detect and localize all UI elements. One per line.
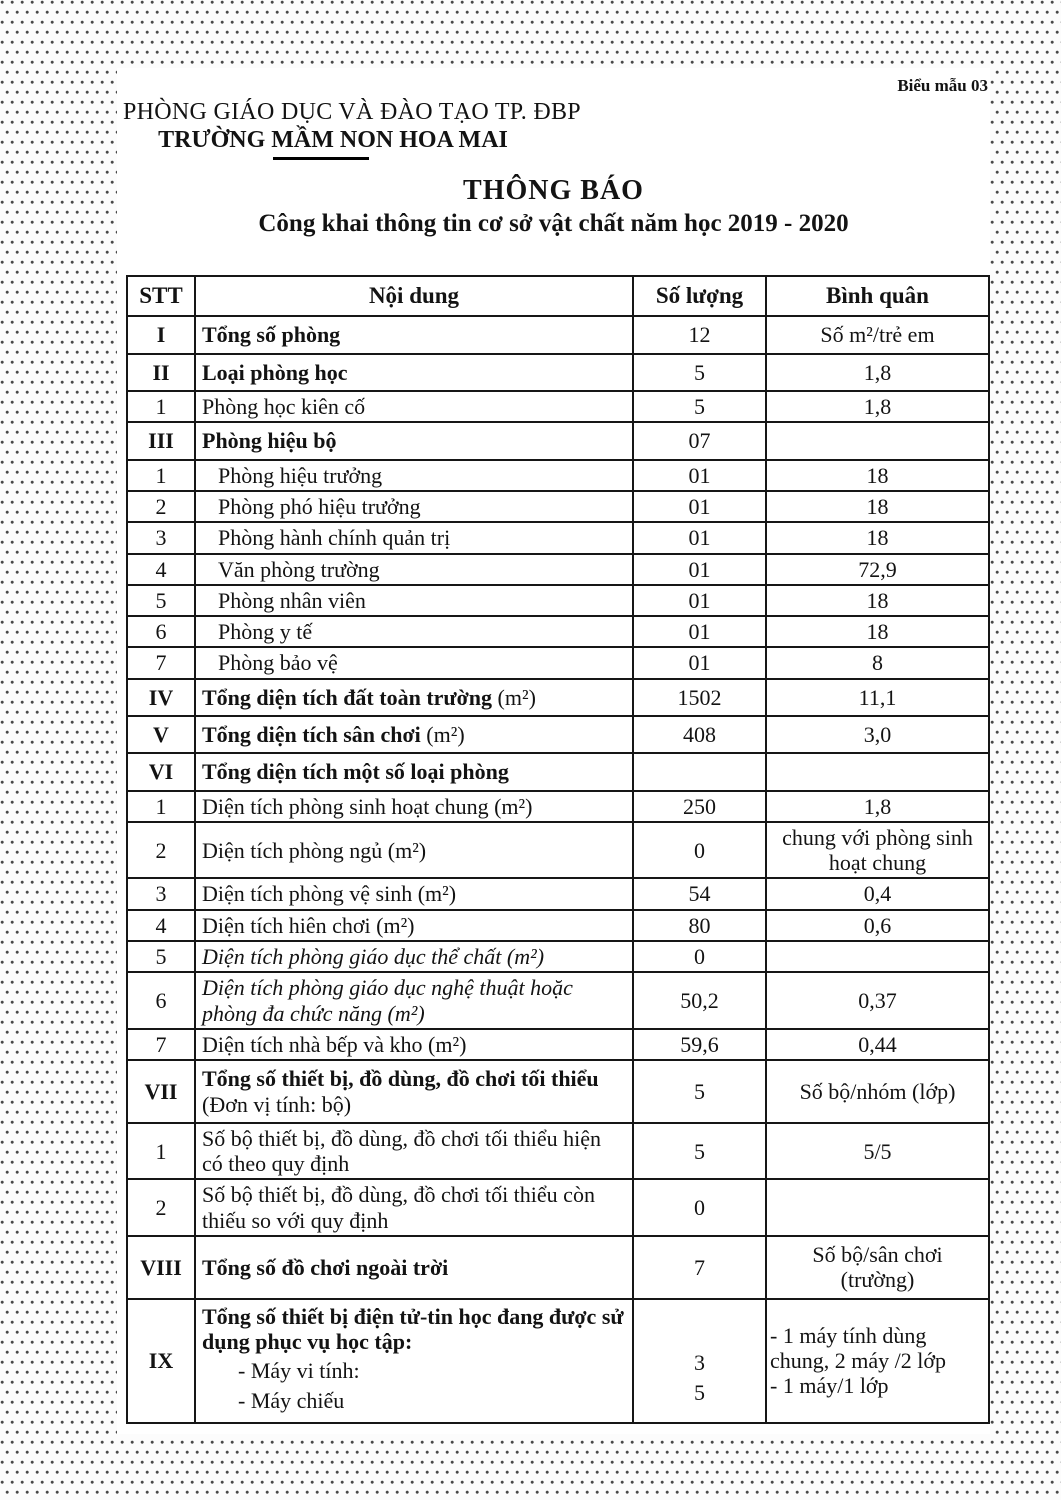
stt-cell: 1	[127, 791, 195, 822]
stt-cell: 1	[127, 460, 195, 491]
average-value: 18	[866, 619, 889, 645]
average-cell	[766, 791, 989, 822]
stt-cell: 6	[127, 616, 195, 647]
stt-cell: 3	[127, 878, 195, 909]
table-row	[127, 460, 989, 491]
content-cell	[195, 585, 633, 616]
stt-cell: V	[127, 716, 195, 753]
content-cell	[195, 391, 633, 422]
average-value: 3,0	[863, 722, 892, 747]
stt-cell: 2	[127, 491, 195, 522]
content-cell	[195, 1029, 633, 1060]
average-cell	[766, 822, 989, 879]
stt-cell: II	[127, 354, 195, 391]
quantity-value: 5	[694, 1078, 705, 1104]
quantity-cell	[633, 972, 766, 1029]
table-row	[127, 878, 989, 909]
content-cell	[195, 1236, 633, 1299]
stt-cell: 7	[127, 647, 195, 678]
content-text: Diện tích phòng ngủ (m²)	[202, 837, 427, 863]
stt-cell: 6	[127, 972, 195, 1029]
stt-cell: 3	[127, 522, 195, 553]
content-cell	[195, 716, 633, 753]
quantity-cell	[633, 1060, 766, 1123]
document-page	[117, 68, 990, 1434]
content-text: Tổng diện tích sân chơi	[202, 722, 421, 747]
average-cell	[766, 972, 989, 1029]
average-cell	[766, 522, 989, 553]
stt-cell: IV	[127, 679, 195, 716]
quantity-value: 54	[688, 881, 711, 907]
table-header-row	[127, 276, 989, 316]
average-cell	[766, 716, 989, 753]
average-cell	[766, 1029, 989, 1060]
content-text: Diện tích nhà bếp và kho (m²)	[202, 1031, 467, 1057]
stt-cell: VII	[127, 1060, 195, 1123]
average-value: 18	[866, 462, 889, 488]
content-text: Tổng số phòng	[202, 322, 341, 348]
quantity-value: 0	[694, 1195, 705, 1221]
content-text: Tổng số thiết bị, đồ dùng, đồ chơi tối thiểu	[202, 1066, 599, 1092]
table-row	[127, 1060, 989, 1123]
quantity-cell	[633, 616, 766, 647]
content-cell	[195, 822, 633, 879]
quantity-value: 01	[688, 525, 711, 551]
facilities-table	[126, 275, 990, 1424]
table-row	[127, 716, 989, 753]
table-row	[127, 910, 989, 941]
average-cell	[766, 1123, 989, 1180]
quantity-value: 01	[688, 462, 711, 488]
content-cell	[195, 941, 633, 972]
stt-cell: 2	[127, 822, 195, 879]
content-text: Phòng hiệu trưởng	[218, 462, 383, 488]
quantity-value: 01	[688, 556, 711, 582]
stt-cell: IX	[127, 1299, 195, 1423]
content-text: Tổng diện tích đất toàn trường	[202, 684, 493, 710]
stt-cell: 1	[127, 1123, 195, 1180]
content-cell	[195, 554, 633, 585]
content-text: (Đơn vị tính: bộ)	[202, 1091, 352, 1117]
table-row	[127, 554, 989, 585]
average-cell	[766, 878, 989, 909]
quantity-value: 5	[694, 1379, 705, 1405]
table-row	[127, 822, 989, 879]
quantity-cell	[633, 878, 766, 909]
column-header-stt: STT	[127, 276, 195, 316]
quantity-cell	[633, 753, 766, 790]
table-row	[127, 1123, 989, 1180]
average-cell	[766, 554, 989, 585]
table-row	[127, 522, 989, 553]
quantity-value: 7	[694, 1254, 705, 1280]
content-cell	[195, 354, 633, 391]
table-row	[127, 972, 989, 1029]
average-cell	[766, 391, 989, 422]
table-row	[127, 1236, 989, 1299]
table-row	[127, 354, 989, 391]
content-cell	[195, 1123, 633, 1180]
quantity-value: 01	[688, 587, 711, 613]
average-value: 72,9	[858, 556, 897, 582]
form-number-label: Biểu mẫu 03	[897, 76, 988, 95]
quantity-value: 80	[688, 912, 711, 938]
content-text: Phòng nhân viên	[218, 587, 366, 613]
content-cell	[195, 972, 633, 1029]
school-name: TRƯỜNG MẦM NON HOA MAI	[158, 127, 508, 153]
content-cell	[195, 316, 633, 353]
quantity-cell	[633, 354, 766, 391]
content-text: Diện tích phòng sinh hoạt chung (m²)	[202, 793, 533, 819]
quantity-cell	[633, 1299, 766, 1423]
stt-cell: 2	[127, 1179, 195, 1236]
school-name-underline	[273, 157, 369, 160]
table-row	[127, 679, 989, 716]
notice-subtitle: Công khai thông tin cơ sở vật chất năm học 2019 - 2020	[258, 210, 849, 237]
quantity-value: 5	[694, 394, 705, 420]
content-cell	[195, 753, 633, 790]
average-cell	[766, 647, 989, 678]
agency-name: PHÒNG GIÁO DỤC VÀ ĐÀO TẠO TP. ĐBP	[123, 99, 581, 125]
average-cell	[766, 354, 989, 391]
average-cell	[766, 941, 989, 972]
content-cell	[195, 522, 633, 553]
quantity-value: 01	[688, 650, 711, 676]
quantity-cell	[633, 522, 766, 553]
stt-cell: III	[127, 422, 195, 459]
column-header-content: Nội dung	[195, 276, 633, 316]
content-text: - Máy vi tính:	[238, 1358, 360, 1384]
content-text: Tổng diện tích một số loại phòng	[202, 759, 509, 785]
average-value: Số bộ/nhóm (lớp)	[799, 1078, 956, 1104]
stt-cell: VIII	[127, 1236, 195, 1299]
table-row	[127, 941, 989, 972]
facilities-table-body	[127, 316, 989, 1422]
content-text: (m²)	[492, 684, 536, 710]
table-row	[127, 647, 989, 678]
quantity-cell	[633, 679, 766, 716]
average-cell	[766, 1060, 989, 1123]
quantity-value: 50,2	[680, 988, 719, 1014]
average-cell	[766, 910, 989, 941]
quantity-value: 1502	[677, 684, 722, 710]
quantity-cell	[633, 716, 766, 753]
quantity-cell	[633, 316, 766, 353]
average-value: 0,37	[858, 988, 897, 1014]
content-text: Phòng hành chính quản trị	[218, 525, 451, 551]
average-value: 8	[872, 650, 883, 676]
average-value: 1,8	[863, 793, 892, 819]
content-cell	[195, 910, 633, 941]
content-text: Số bộ thiết bị, đồ dùng, đồ chơi tối thiểu còn thiếu so với quy định	[202, 1182, 595, 1233]
table-row	[127, 1299, 989, 1423]
content-text: Phòng y tế	[218, 619, 313, 645]
content-cell	[195, 491, 633, 522]
stt-cell: 1	[127, 391, 195, 422]
stt-cell: VI	[127, 753, 195, 790]
average-cell	[766, 1179, 989, 1236]
content-text: Loại phòng học	[202, 359, 348, 385]
content-cell	[195, 1179, 633, 1236]
content-text: (m²)	[420, 722, 465, 747]
content-text: Tổng số thiết bị điện tử-tin học đang được sử dụng phục vụ học tập:	[202, 1303, 624, 1354]
stt-cell: 5	[127, 941, 195, 972]
quantity-value: 59,6	[680, 1031, 719, 1057]
content-cell	[195, 679, 633, 716]
quantity-cell	[633, 822, 766, 879]
average-cell	[766, 460, 989, 491]
table-row	[127, 616, 989, 647]
average-cell	[766, 616, 989, 647]
content-text: Phòng học kiên cố	[202, 394, 366, 420]
content-text: Diện tích phòng giáo dục thể chất (m²)	[202, 944, 545, 970]
quantity-cell	[633, 941, 766, 972]
quantity-value: 5	[694, 1138, 705, 1164]
average-value: Số bộ/sân chơi (trường)	[812, 1242, 943, 1293]
column-header-average: Bình quân	[766, 276, 989, 316]
content-cell	[195, 422, 633, 459]
average-cell	[766, 422, 989, 459]
content-text: Phòng hiệu bộ	[202, 428, 337, 454]
stt-cell: 4	[127, 554, 195, 585]
average-value: 1,8	[863, 359, 892, 385]
average-cell	[766, 316, 989, 353]
content-cell	[195, 1060, 633, 1123]
average-value: 18	[866, 493, 889, 519]
table-row	[127, 585, 989, 616]
content-cell	[195, 647, 633, 678]
average-value: Số m²/trẻ em	[820, 322, 935, 348]
quantity-cell	[633, 585, 766, 616]
quantity-value: 0	[694, 944, 705, 970]
quantity-cell	[633, 1029, 766, 1060]
content-text: Diện tích phòng vệ sinh (m²)	[202, 881, 457, 907]
quantity-value: 250	[683, 793, 716, 819]
average-cell	[766, 679, 989, 716]
average-value: 0,44	[858, 1031, 897, 1057]
average-cell	[766, 753, 989, 790]
table-row	[127, 391, 989, 422]
content-text: - Máy chiếu	[238, 1387, 345, 1413]
quantity-cell	[633, 910, 766, 941]
quantity-value: 12	[688, 322, 711, 348]
content-text: Diện tích hiên chơi (m²)	[202, 912, 415, 938]
average-value: 1,8	[863, 394, 892, 420]
table-row	[127, 316, 989, 353]
quantity-cell	[633, 1179, 766, 1236]
quantity-value: 01	[688, 493, 711, 519]
average-value: 5/5	[863, 1138, 892, 1164]
notice-title: THÔNG BÁO	[463, 175, 644, 206]
quantity-cell	[633, 422, 766, 459]
quantity-cell	[633, 1236, 766, 1299]
content-cell	[195, 791, 633, 822]
column-header-quantity: Số lượng	[633, 276, 766, 316]
content-cell	[195, 460, 633, 491]
content-cell	[195, 1299, 633, 1423]
average-cell	[766, 491, 989, 522]
content-text: Diện tích phòng giáo dục nghệ thuật hoặc phòng đa chức năng (m²)	[202, 975, 573, 1026]
average-value: 18	[866, 525, 889, 551]
table-row	[127, 491, 989, 522]
quantity-cell	[633, 791, 766, 822]
quantity-cell	[633, 647, 766, 678]
table-row	[127, 422, 989, 459]
content-cell	[195, 616, 633, 647]
content-cell	[195, 878, 633, 909]
average-cell	[766, 585, 989, 616]
table-row	[127, 753, 989, 790]
quantity-value: 0	[694, 837, 705, 863]
quantity-value: 01	[688, 619, 711, 645]
content-text: Phòng bảo vệ	[218, 650, 338, 676]
average-value: 0,4	[863, 881, 892, 907]
average-value: - 1 máy tính dùng chung, 2 máy /2 lớp	[770, 1322, 946, 1374]
table-row	[127, 791, 989, 822]
stt-cell: 7	[127, 1029, 195, 1060]
table-row	[127, 1179, 989, 1236]
quantity-value: 07	[688, 428, 711, 454]
average-value: 18	[866, 587, 889, 613]
stt-cell: I	[127, 316, 195, 353]
average-value: chung với phòng sinh hoạt chung	[782, 824, 973, 876]
content-text: Văn phòng trường	[218, 556, 380, 582]
stt-cell: 5	[127, 585, 195, 616]
average-cell	[766, 1299, 989, 1423]
average-value: - 1 máy/1 lớp	[770, 1373, 889, 1399]
quantity-cell	[633, 460, 766, 491]
average-value: 11,1	[858, 684, 897, 710]
quantity-cell	[633, 1123, 766, 1180]
quantity-value: 3	[694, 1349, 705, 1375]
average-cell	[766, 1236, 989, 1299]
content-text: Phòng phó hiệu trưởng	[218, 493, 421, 519]
average-value: 0,6	[863, 912, 892, 938]
content-text: Số bộ thiết bị, đồ dùng, đồ chơi tối thiểu hiện có theo quy định	[202, 1125, 602, 1177]
quantity-cell	[633, 391, 766, 422]
table-row	[127, 1029, 989, 1060]
stt-cell: 4	[127, 910, 195, 941]
quantity-cell	[633, 491, 766, 522]
quantity-value: 5	[694, 359, 705, 385]
quantity-value: 408	[683, 722, 716, 747]
content-text: Tổng số đồ chơi ngoài trời	[202, 1254, 449, 1280]
quantity-cell	[633, 554, 766, 585]
